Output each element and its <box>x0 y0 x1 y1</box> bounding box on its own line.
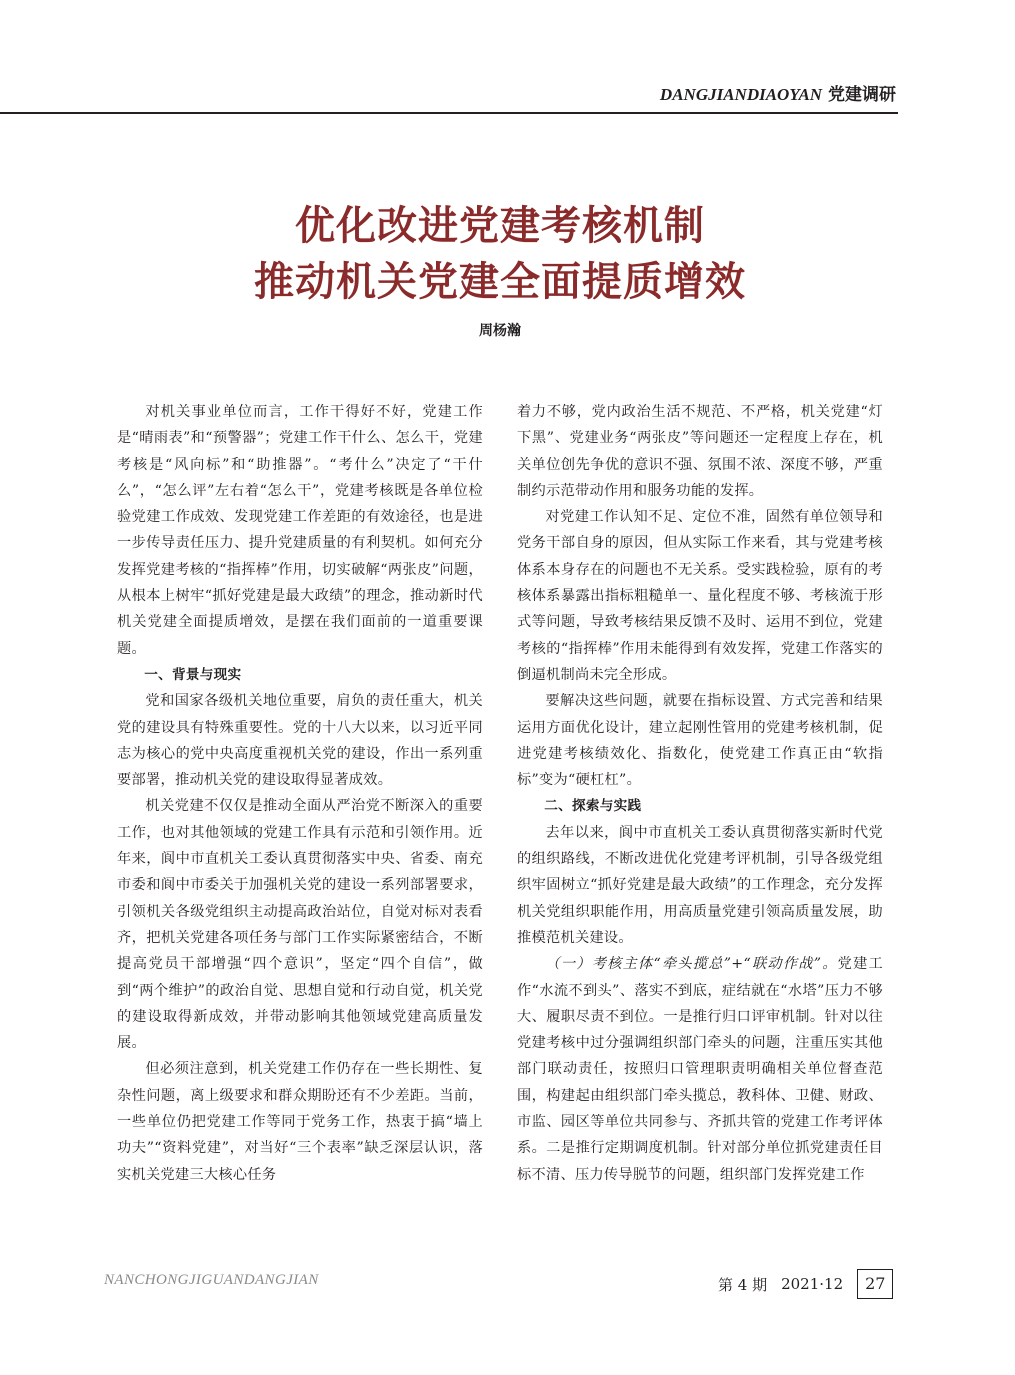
issue-date: 2021·12 <box>781 1275 844 1293</box>
page-number: 27 <box>857 1269 893 1299</box>
paragraph: 党和国家各级机关地位重要，肩负的责任重大，机关党的建设具有特殊重要性。党的十八大以来，以习近平同志为核心的党中央高度重视机关党的建设，作出一系列重要部署，推动机关党的建设取得显著成效。 <box>117 693 483 789</box>
header-section: 党建调研 <box>828 85 896 105</box>
footer-info <box>718 1268 893 1300</box>
header-title <box>660 80 896 105</box>
paragraph: 机关党建不仅仅是推动全面从严治党不断深入的重要工作，也对其他领域的党建工作具有示范和引领作用。近年来，阆中市直机关工委认真贯彻落实中央、省委、南充市委和阆中市委关于加强机关党的建设一系列部署要求，引领机关各级党组织主动提高政治站位，自觉对标对表看齐，把机关党建各项任务与部门工作实际紧密结合，不断提高党员干部增强“四个意识”，坚定“四个自信”，做到“两个维护”的政治自觉、思想自觉和行动自觉，机关党的建设取得新成效，并带动影响其他领域党建高质量发展。 <box>117 798 483 1052</box>
section-heading: 二、探索与实践 <box>544 798 642 815</box>
paragraph: 去年以来，阆中市直机关工委认真贯彻落实新时代党的组织路线，不断改进优化党建考评机制，引导各级党组织牢固树立“抓好党建是最大政绩”的工作理念，充分发挥机关党组织职能作用，用高质量党建引领高质量发展，助推模范机关建设。 <box>517 824 883 946</box>
section-heading: 一、背景与现实 <box>144 666 242 683</box>
paragraph-body: 党建工作“水流不到头”、落实不到底，症结就在“水塔”压力不够大、履职尽责不到位。一是推行归口评审机制。针对以往党建考核中过分强调组织部门牵头的问题，注重压实其他部门联动责任，按照归口管理职责明确相关单位督查范围，构建起由组织部门牵头揽总，教科体、卫健、财政、市监、园区等单位共同参与、齐抓共管的党建工作考评体系。二是推行定期调度机制。针对部分单位抓党建责任目标不清、压力传导脱节的问题，组织部门发挥党建工作 <box>517 956 884 1183</box>
paragraph: 对党建工作认知不足、定位不准，固然有单位领导和党务干部自身的原因，但从实际工作来看，其与党建考核体系本身存在的问题也不无关系。受实践检验，原有的考核体系暴露出指标粗糙单一、量化程度不够、考核流于形式等问题，导致考核结果反馈不及时、运用不到位，党建考核的“指挥棒”作用未能得到有效发挥，党建工作落实的倒逼机制尚未完全形成。 <box>517 509 883 683</box>
paragraph <box>517 951 883 1188</box>
article-title <box>0 198 1000 310</box>
paragraph: 着力不够，党内政治生活不规范、不严格，机关党建“灯下黑”、党建业务“两张皮”等问题还一定程度上存在，机关单位创先争优的意识不强、氛围不浓、深度不够，严重制约示范带动作用和服务功能的发挥。 <box>517 404 883 499</box>
author: 周杨瀚 <box>479 323 521 339</box>
column-right <box>517 399 883 1188</box>
header-latin: DANGJIANDIAOYAN <box>659 85 823 104</box>
issue-number: 第 4 期 <box>718 1275 768 1294</box>
journal-name: NANCHONGJIGUANDANGJIAN <box>104 1272 319 1288</box>
running-header <box>0 74 898 114</box>
title-line-1: 优化改进党建考核机制 <box>295 202 705 249</box>
subheading: （一）考核主体“牵头揽总”+“联动作战”。 <box>545 956 838 973</box>
paragraph: 对机关事业单位而言，工作干得好不好，党建工作是“晴雨表”和“预警器”；党建工作干什么、怎么干，党建考核是“风向标”和“助推器”。“考什么”决定了“干什么”，“怎么评”左右着“怎么干”，党建考核既是各单位检验党建工作成效、发现党建工作差距的有效途径，也是进一步传导责任压力、提升党建质量的有利契机。如何充分发挥党建考核的“指挥棒”作用，切实破解“两张皮”问题，从根本上树牢“抓好党建是最大政绩”的理念，推动新时代机关党建全面提质增效，是摆在我们面前的一道重要课题。 <box>117 404 483 657</box>
column-left <box>117 399 483 1188</box>
title-line-2: 推动机关党建全面提质增效 <box>254 258 746 305</box>
paragraph: 但必须注意到，机关党建工作仍存在一些长期性、复杂性问题，离上级要求和群众期盼还有不少差距。当前，一些单位仍把党建工作等同于党务工作，热衷于搞“墙上功夫”“资料党建”，对当好“三个表率”缺乏深层认识，落实机关党建三大核心任务 <box>117 1061 483 1183</box>
paragraph: 要解决这些问题，就要在指标设置、方式完善和结果运用方面优化设计，建立起刚性管用的党建考核机制，促进党建考核绩效化、指数化，使党建工作真正由“软指标”变为“硬杠杠”。 <box>517 693 883 789</box>
